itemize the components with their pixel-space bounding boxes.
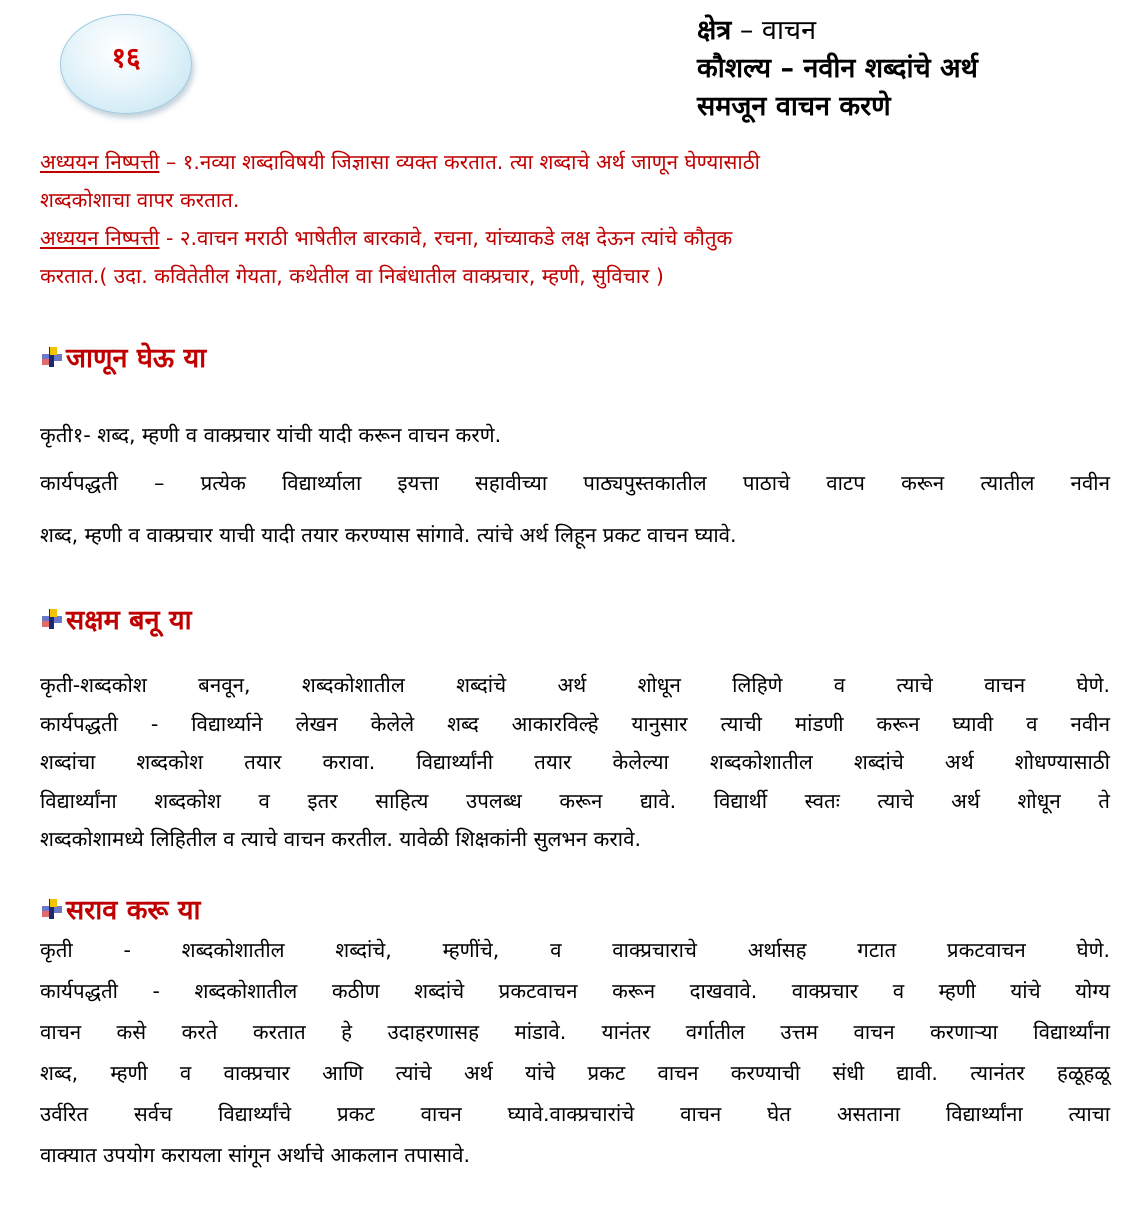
skill-line: कौशल्य – नवीन शब्दांचे अर्थ [697,53,978,84]
section-heading-capable [42,600,192,637]
outcome-text: – १.नव्या शब्दाविषयी जिज्ञासा व्यक्त करतात. त्या शब्दाचे अर्थ जाणून घेण्यासाठी [159,150,760,174]
section-heading-text: जाणून घेऊ या [66,343,207,374]
skill-line-2: समजून वाचन करणे [697,91,891,122]
outcome-2 [40,219,1110,257]
outcome-label: अध्ययन निष्पत्ती [40,226,160,250]
outcome-2-cont: करतात.( उदा. कवितेतील गेयता, कथेतील वा निबंधातील वाक्प्रचार, म्हणी, सुविचार ) [40,264,664,288]
section-heading-practice [42,890,200,927]
learning-outcomes [40,143,1110,295]
section-body-know [40,415,1110,557]
page-number: १६ [111,41,141,74]
bullet-icon [42,609,62,629]
method-line: वाक्यात उपयोग करायला सांगून अर्थाचे आकलान तपासावे. [40,1143,470,1167]
domain-line [697,12,978,50]
method-line: उर्वरित सर्वच विद्यार्थ्यांचे प्रकट वाचन घ्यावे.वाक्प्रचारांचे वाचन घेत असताना विद्यार्थ्यांना त्याचा [40,1102,1110,1126]
section-body-practice [40,930,1110,1176]
domain-skill-header [697,12,978,126]
section-heading-text: सराव करू या [66,895,201,926]
bullet-icon [42,347,62,367]
section-heading-text: सक्षम बनू या [66,605,192,636]
method-line: कार्यपद्धती - विद्यार्थ्याने लेखन केलेले शब्द आकारविल्हे यानुसार त्याची मांडणी करून घ्यावी व नवीन [40,711,1110,736]
page-number-badge [60,14,192,114]
domain-value: – वाचन [731,15,817,46]
activity-line: कृती-शब्दकोश बनवून, शब्दकोशातील शब्दांचे अर्थ शोधून लिहिणे व त्याचे वाचन घेणे. [40,673,1110,697]
activity-line: कृती - शब्दकोशातील शब्दांचे, म्हणींचे, व वाक्प्रचाराचे अर्थासह गटात प्रकटवाचन घेणे. [40,938,1110,962]
section-heading-know [42,338,206,375]
method-line: शब्दांचा शब्दकोश तयार करावा. विद्यार्थ्यांनी तयार केलेल्या शब्दकोशातील शब्दांचे अर्थ शोधण्यासाठी [40,750,1110,774]
method-line: विद्यार्थ्यांना शब्दकोश व इतर साहित्य उपलब्ध करून द्यावे. विद्यार्थी स्वतः त्याचे अर्थ शोधून ते [40,788,1110,813]
outcome-label: अध्ययन निष्पत्ती [40,150,160,174]
method-line: शब्द, म्हणी व वाक्प्रचार आणि त्यांचे अर्थ यांचे प्रकट वाचन करण्याची संधी द्यावी. त्यानंतर हळूहळू [40,1061,1110,1085]
method-line: शब्द, म्हणी व वाक्प्रचार याची यादी तयार करण्यास सांगावे. त्यांचे अर्थ लिहून प्रकट वाचन घ्यावे. [40,523,737,547]
section-body-capable [40,666,1110,859]
bullet-icon [42,899,62,919]
method-line: कार्यपद्धती – प्रत्येक विद्यार्थ्याला इयत्ता सहावीच्या पाठ्यपुस्तकातील पाठाचे वाटप करून त्यातील नवीन [40,471,1110,495]
activity-line: कृती१- शब्द, म्हणी व वाक्प्रचार यांची यादी करून वाचन करणे. [40,423,502,447]
outcome-text: - २.वाचन मराठी भाषेतील बारकावे, रचना, यांच्याकडे लक्ष देऊन त्यांचे कौतुक [159,226,733,250]
domain-label: क्षेत्र [697,15,732,46]
method-line: शब्दकोशामध्ये लिहितील व त्याचे वाचन करतील. यावेळी शिक्षकांनी सुलभन करावे. [40,827,642,851]
method-line: वाचन कसे करते करतात हे उदाहरणासह मांडावे. यानंतर वर्गातील उत्तम वाचन करणाऱ्या विद्यार्थ्यांना [40,1020,1110,1044]
outcome-1 [40,143,1110,181]
outcome-1-cont: शब्दकोशाचा वापर करतात. [40,188,240,212]
method-line: कार्यपद्धती - शब्दकोशातील कठीण शब्दांचे प्रकटवाचन करून दाखवावे. वाक्प्रचार व म्हणी यांचे योग्य [40,979,1110,1003]
